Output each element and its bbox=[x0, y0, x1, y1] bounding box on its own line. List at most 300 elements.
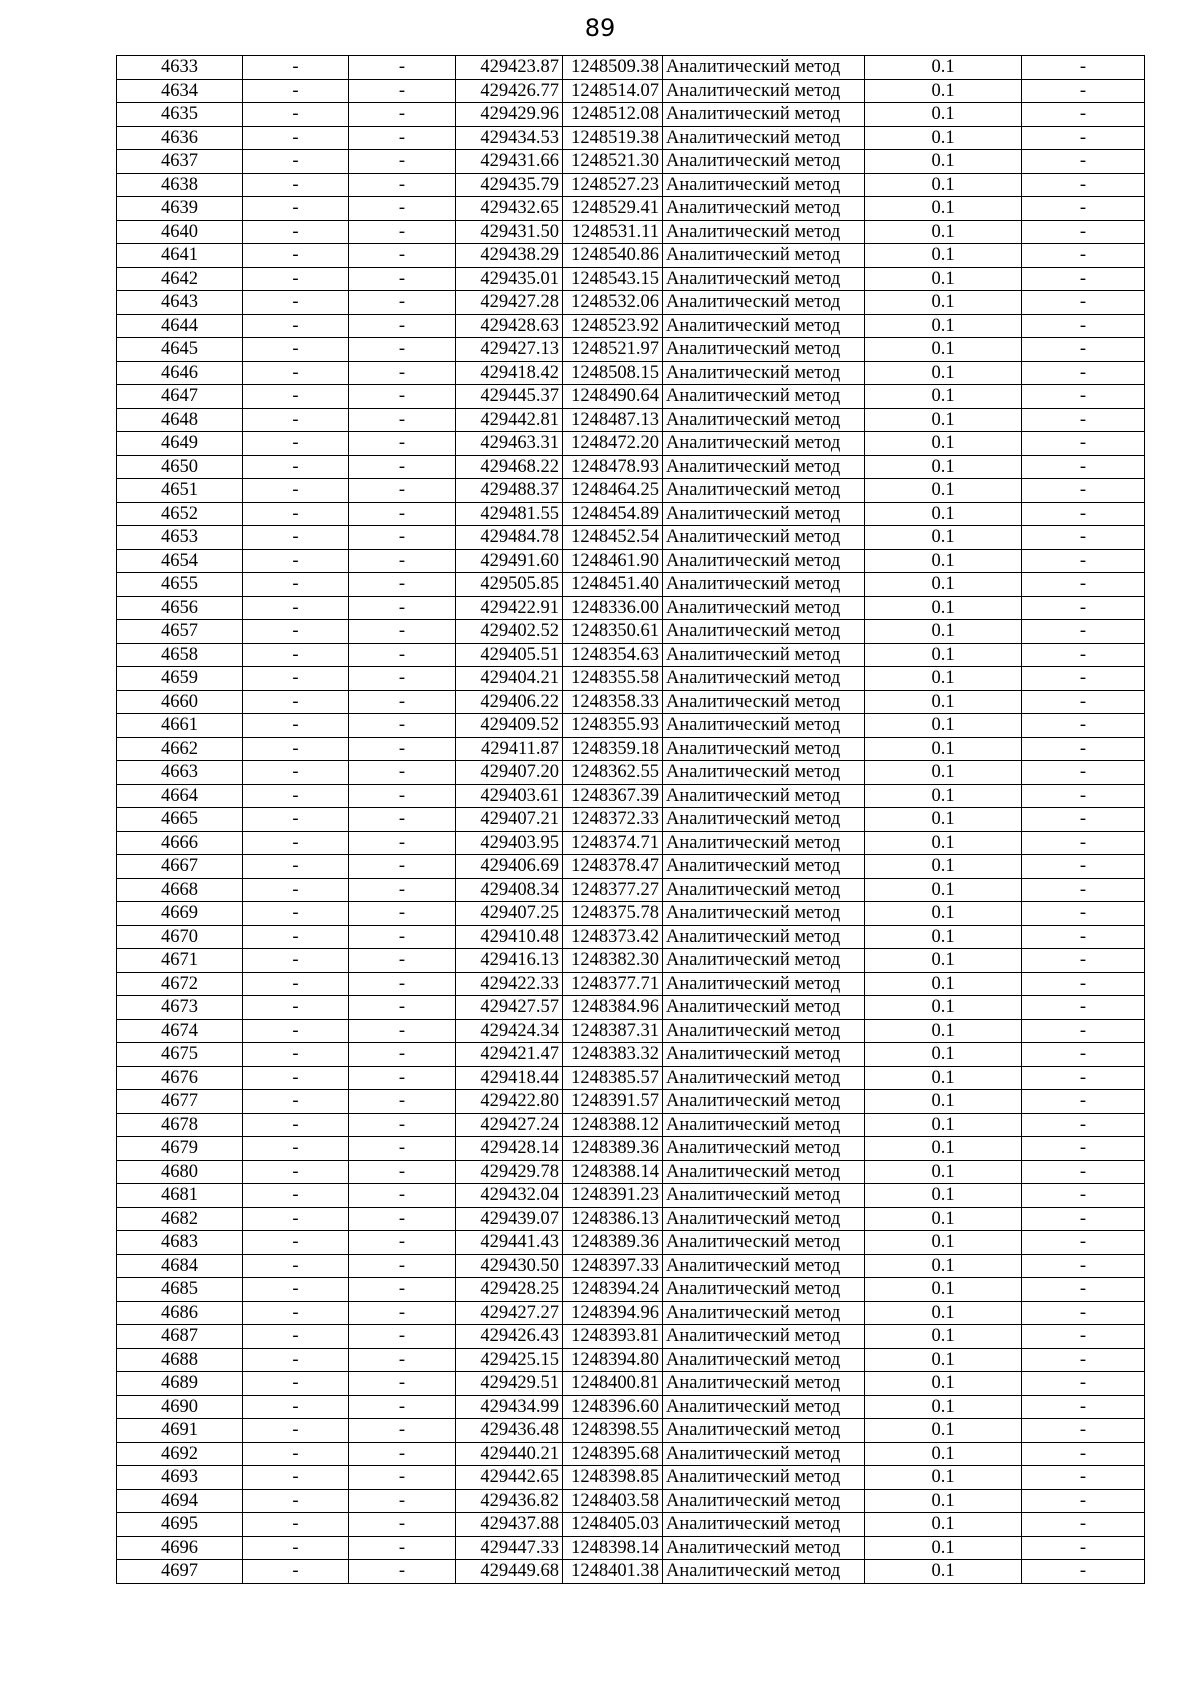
point-number-cell: 4685 bbox=[117, 1278, 243, 1302]
x-coordinate-cell: 429435.01 bbox=[456, 267, 563, 291]
method-cell: Аналитический метод bbox=[663, 831, 865, 855]
empty-cell-3: - bbox=[1022, 1278, 1145, 1302]
accuracy-cell: 0.1 bbox=[865, 455, 1022, 479]
x-coordinate-cell: 429427.24 bbox=[456, 1113, 563, 1137]
accuracy-cell: 0.1 bbox=[865, 855, 1022, 879]
table-row bbox=[117, 1231, 1145, 1255]
point-number-cell: 4675 bbox=[117, 1043, 243, 1067]
table-row bbox=[117, 526, 1145, 550]
y-coordinate-cell: 1248529.41 bbox=[563, 197, 663, 221]
empty-cell-2: - bbox=[349, 667, 456, 691]
accuracy-cell: 0.1 bbox=[865, 526, 1022, 550]
method-cell: Аналитический метод bbox=[663, 878, 865, 902]
empty-cell-2: - bbox=[349, 831, 456, 855]
x-coordinate-cell: 429432.04 bbox=[456, 1184, 563, 1208]
empty-cell-2: - bbox=[349, 737, 456, 761]
y-coordinate-cell: 1248405.03 bbox=[563, 1513, 663, 1537]
accuracy-cell: 0.1 bbox=[865, 878, 1022, 902]
y-coordinate-cell: 1248359.18 bbox=[563, 737, 663, 761]
accuracy-cell: 0.1 bbox=[865, 1043, 1022, 1067]
method-cell: Аналитический метод bbox=[663, 690, 865, 714]
accuracy-cell: 0.1 bbox=[865, 197, 1022, 221]
x-coordinate-cell: 429418.44 bbox=[456, 1066, 563, 1090]
accuracy-cell: 0.1 bbox=[865, 79, 1022, 103]
table-row bbox=[117, 1325, 1145, 1349]
empty-cell-1: - bbox=[243, 878, 349, 902]
method-cell: Аналитический метод bbox=[663, 1372, 865, 1396]
empty-cell-3: - bbox=[1022, 338, 1145, 362]
empty-cell-1: - bbox=[243, 385, 349, 409]
y-coordinate-cell: 1248464.25 bbox=[563, 479, 663, 503]
y-coordinate-cell: 1248377.27 bbox=[563, 878, 663, 902]
table-row bbox=[117, 1442, 1145, 1466]
empty-cell-2: - bbox=[349, 1066, 456, 1090]
accuracy-cell: 0.1 bbox=[865, 150, 1022, 174]
method-cell: Аналитический метод bbox=[663, 1348, 865, 1372]
x-coordinate-cell: 429505.85 bbox=[456, 573, 563, 597]
x-coordinate-cell: 429407.21 bbox=[456, 808, 563, 832]
empty-cell-3: - bbox=[1022, 291, 1145, 315]
point-number-cell: 4652 bbox=[117, 502, 243, 526]
method-cell: Аналитический метод bbox=[663, 549, 865, 573]
y-coordinate-cell: 1248523.92 bbox=[563, 314, 663, 338]
point-number-cell: 4644 bbox=[117, 314, 243, 338]
x-coordinate-cell: 429430.50 bbox=[456, 1254, 563, 1278]
empty-cell-2: - bbox=[349, 1113, 456, 1137]
table-row bbox=[117, 1090, 1145, 1114]
empty-cell-1: - bbox=[243, 1160, 349, 1184]
empty-cell-1: - bbox=[243, 714, 349, 738]
empty-cell-2: - bbox=[349, 526, 456, 550]
y-coordinate-cell: 1248385.57 bbox=[563, 1066, 663, 1090]
empty-cell-3: - bbox=[1022, 1184, 1145, 1208]
x-coordinate-cell: 429439.07 bbox=[456, 1207, 563, 1231]
accuracy-cell: 0.1 bbox=[865, 291, 1022, 315]
empty-cell-3: - bbox=[1022, 244, 1145, 268]
y-coordinate-cell: 1248394.96 bbox=[563, 1301, 663, 1325]
point-number-cell: 4648 bbox=[117, 408, 243, 432]
x-coordinate-cell: 429426.77 bbox=[456, 79, 563, 103]
accuracy-cell: 0.1 bbox=[865, 808, 1022, 832]
point-number-cell: 4663 bbox=[117, 761, 243, 785]
y-coordinate-cell: 1248531.11 bbox=[563, 220, 663, 244]
x-coordinate-cell: 429438.29 bbox=[456, 244, 563, 268]
x-coordinate-cell: 429421.47 bbox=[456, 1043, 563, 1067]
accuracy-cell: 0.1 bbox=[865, 1254, 1022, 1278]
point-number-cell: 4676 bbox=[117, 1066, 243, 1090]
empty-cell-3: - bbox=[1022, 855, 1145, 879]
accuracy-cell: 0.1 bbox=[865, 126, 1022, 150]
x-coordinate-cell: 429491.60 bbox=[456, 549, 563, 573]
y-coordinate-cell: 1248490.64 bbox=[563, 385, 663, 409]
empty-cell-3: - bbox=[1022, 1231, 1145, 1255]
table-row bbox=[117, 855, 1145, 879]
method-cell: Аналитический метод bbox=[663, 1254, 865, 1278]
empty-cell-1: - bbox=[243, 737, 349, 761]
y-coordinate-cell: 1248389.36 bbox=[563, 1231, 663, 1255]
empty-cell-2: - bbox=[349, 1489, 456, 1513]
point-number-cell: 4656 bbox=[117, 596, 243, 620]
method-cell: Аналитический метод bbox=[663, 925, 865, 949]
empty-cell-1: - bbox=[243, 56, 349, 80]
y-coordinate-cell: 1248527.23 bbox=[563, 173, 663, 197]
x-coordinate-cell: 429424.34 bbox=[456, 1019, 563, 1043]
point-number-cell: 4688 bbox=[117, 1348, 243, 1372]
empty-cell-3: - bbox=[1022, 1019, 1145, 1043]
empty-cell-1: - bbox=[243, 361, 349, 385]
empty-cell-2: - bbox=[349, 197, 456, 221]
x-coordinate-cell: 429432.65 bbox=[456, 197, 563, 221]
y-coordinate-cell: 1248452.54 bbox=[563, 526, 663, 550]
point-number-cell: 4666 bbox=[117, 831, 243, 855]
empty-cell-2: - bbox=[349, 643, 456, 667]
point-number-cell: 4660 bbox=[117, 690, 243, 714]
empty-cell-1: - bbox=[243, 479, 349, 503]
table-row bbox=[117, 972, 1145, 996]
empty-cell-3: - bbox=[1022, 1442, 1145, 1466]
accuracy-cell: 0.1 bbox=[865, 573, 1022, 597]
y-coordinate-cell: 1248391.57 bbox=[563, 1090, 663, 1114]
empty-cell-2: - bbox=[349, 1278, 456, 1302]
y-coordinate-cell: 1248389.36 bbox=[563, 1137, 663, 1161]
x-coordinate-cell: 429441.43 bbox=[456, 1231, 563, 1255]
y-coordinate-cell: 1248519.38 bbox=[563, 126, 663, 150]
y-coordinate-cell: 1248395.68 bbox=[563, 1442, 663, 1466]
empty-cell-3: - bbox=[1022, 949, 1145, 973]
table-row bbox=[117, 338, 1145, 362]
empty-cell-3: - bbox=[1022, 1254, 1145, 1278]
empty-cell-2: - bbox=[349, 761, 456, 785]
y-coordinate-cell: 1248354.63 bbox=[563, 643, 663, 667]
empty-cell-1: - bbox=[243, 267, 349, 291]
empty-cell-2: - bbox=[349, 502, 456, 526]
table-row bbox=[117, 596, 1145, 620]
accuracy-cell: 0.1 bbox=[865, 1090, 1022, 1114]
y-coordinate-cell: 1248403.58 bbox=[563, 1489, 663, 1513]
y-coordinate-cell: 1248377.71 bbox=[563, 972, 663, 996]
y-coordinate-cell: 1248383.32 bbox=[563, 1043, 663, 1067]
y-coordinate-cell: 1248384.96 bbox=[563, 996, 663, 1020]
empty-cell-1: - bbox=[243, 972, 349, 996]
empty-cell-2: - bbox=[349, 784, 456, 808]
empty-cell-3: - bbox=[1022, 126, 1145, 150]
x-coordinate-cell: 429427.13 bbox=[456, 338, 563, 362]
empty-cell-1: - bbox=[243, 432, 349, 456]
method-cell: Аналитический метод bbox=[663, 1419, 865, 1443]
empty-cell-1: - bbox=[243, 996, 349, 1020]
accuracy-cell: 0.1 bbox=[865, 244, 1022, 268]
x-coordinate-cell: 429435.79 bbox=[456, 173, 563, 197]
empty-cell-3: - bbox=[1022, 385, 1145, 409]
method-cell: Аналитический метод bbox=[663, 455, 865, 479]
empty-cell-2: - bbox=[349, 1325, 456, 1349]
empty-cell-3: - bbox=[1022, 479, 1145, 503]
empty-cell-3: - bbox=[1022, 972, 1145, 996]
table-row bbox=[117, 667, 1145, 691]
y-coordinate-cell: 1248388.12 bbox=[563, 1113, 663, 1137]
empty-cell-2: - bbox=[349, 1560, 456, 1584]
table-row bbox=[117, 573, 1145, 597]
accuracy-cell: 0.1 bbox=[865, 1325, 1022, 1349]
empty-cell-1: - bbox=[243, 173, 349, 197]
empty-cell-3: - bbox=[1022, 79, 1145, 103]
accuracy-cell: 0.1 bbox=[865, 620, 1022, 644]
method-cell: Аналитический метод bbox=[663, 502, 865, 526]
x-coordinate-cell: 429428.14 bbox=[456, 1137, 563, 1161]
accuracy-cell: 0.1 bbox=[865, 432, 1022, 456]
empty-cell-2: - bbox=[349, 620, 456, 644]
y-coordinate-cell: 1248451.40 bbox=[563, 573, 663, 597]
empty-cell-3: - bbox=[1022, 831, 1145, 855]
empty-cell-2: - bbox=[349, 267, 456, 291]
empty-cell-2: - bbox=[349, 150, 456, 174]
method-cell: Аналитический метод bbox=[663, 79, 865, 103]
table-row bbox=[117, 1560, 1145, 1584]
empty-cell-1: - bbox=[243, 1442, 349, 1466]
accuracy-cell: 0.1 bbox=[865, 667, 1022, 691]
point-number-cell: 4653 bbox=[117, 526, 243, 550]
table-row bbox=[117, 502, 1145, 526]
point-number-cell: 4691 bbox=[117, 1419, 243, 1443]
empty-cell-3: - bbox=[1022, 1348, 1145, 1372]
method-cell: Аналитический метод bbox=[663, 620, 865, 644]
table-row bbox=[117, 408, 1145, 432]
method-cell: Аналитический метод bbox=[663, 1066, 865, 1090]
table-body bbox=[117, 56, 1145, 1584]
point-number-cell: 4667 bbox=[117, 855, 243, 879]
accuracy-cell: 0.1 bbox=[865, 502, 1022, 526]
empty-cell-3: - bbox=[1022, 1207, 1145, 1231]
accuracy-cell: 0.1 bbox=[865, 1231, 1022, 1255]
point-number-cell: 4645 bbox=[117, 338, 243, 362]
x-coordinate-cell: 429426.43 bbox=[456, 1325, 563, 1349]
empty-cell-2: - bbox=[349, 1395, 456, 1419]
empty-cell-2: - bbox=[349, 361, 456, 385]
x-coordinate-cell: 429427.27 bbox=[456, 1301, 563, 1325]
empty-cell-3: - bbox=[1022, 690, 1145, 714]
x-coordinate-cell: 429437.88 bbox=[456, 1513, 563, 1537]
x-coordinate-cell: 429429.96 bbox=[456, 103, 563, 127]
empty-cell-2: - bbox=[349, 925, 456, 949]
point-number-cell: 4649 bbox=[117, 432, 243, 456]
point-number-cell: 4670 bbox=[117, 925, 243, 949]
y-coordinate-cell: 1248382.30 bbox=[563, 949, 663, 973]
table-row bbox=[117, 996, 1145, 1020]
point-number-cell: 4647 bbox=[117, 385, 243, 409]
x-coordinate-cell: 429434.53 bbox=[456, 126, 563, 150]
method-cell: Аналитический метод bbox=[663, 1513, 865, 1537]
x-coordinate-cell: 429407.25 bbox=[456, 902, 563, 926]
x-coordinate-cell: 429429.78 bbox=[456, 1160, 563, 1184]
table-row bbox=[117, 173, 1145, 197]
x-coordinate-cell: 429403.95 bbox=[456, 831, 563, 855]
x-coordinate-cell: 429431.50 bbox=[456, 220, 563, 244]
y-coordinate-cell: 1248508.15 bbox=[563, 361, 663, 385]
method-cell: Аналитический метод bbox=[663, 408, 865, 432]
x-coordinate-cell: 429422.80 bbox=[456, 1090, 563, 1114]
empty-cell-2: - bbox=[349, 996, 456, 1020]
accuracy-cell: 0.1 bbox=[865, 173, 1022, 197]
empty-cell-1: - bbox=[243, 244, 349, 268]
empty-cell-2: - bbox=[349, 1301, 456, 1325]
point-number-cell: 4665 bbox=[117, 808, 243, 832]
method-cell: Аналитический метод bbox=[663, 173, 865, 197]
table-row bbox=[117, 361, 1145, 385]
x-coordinate-cell: 429488.37 bbox=[456, 479, 563, 503]
x-coordinate-cell: 429428.63 bbox=[456, 314, 563, 338]
accuracy-cell: 0.1 bbox=[865, 784, 1022, 808]
point-number-cell: 4694 bbox=[117, 1489, 243, 1513]
point-number-cell: 4695 bbox=[117, 1513, 243, 1537]
empty-cell-3: - bbox=[1022, 761, 1145, 785]
y-coordinate-cell: 1248367.39 bbox=[563, 784, 663, 808]
y-coordinate-cell: 1248454.89 bbox=[563, 502, 663, 526]
point-number-cell: 4693 bbox=[117, 1466, 243, 1490]
empty-cell-1: - bbox=[243, 1348, 349, 1372]
method-cell: Аналитический метод bbox=[663, 1466, 865, 1490]
y-coordinate-cell: 1248372.33 bbox=[563, 808, 663, 832]
method-cell: Аналитический метод bbox=[663, 56, 865, 80]
x-coordinate-cell: 429436.48 bbox=[456, 1419, 563, 1443]
empty-cell-3: - bbox=[1022, 549, 1145, 573]
x-coordinate-cell: 429481.55 bbox=[456, 502, 563, 526]
point-number-cell: 4683 bbox=[117, 1231, 243, 1255]
empty-cell-2: - bbox=[349, 432, 456, 456]
x-coordinate-cell: 429404.21 bbox=[456, 667, 563, 691]
accuracy-cell: 0.1 bbox=[865, 1395, 1022, 1419]
table-row bbox=[117, 1301, 1145, 1325]
y-coordinate-cell: 1248487.13 bbox=[563, 408, 663, 432]
accuracy-cell: 0.1 bbox=[865, 338, 1022, 362]
table-row bbox=[117, 197, 1145, 221]
empty-cell-1: - bbox=[243, 455, 349, 479]
method-cell: Аналитический метод bbox=[663, 150, 865, 174]
empty-cell-3: - bbox=[1022, 1137, 1145, 1161]
table-row bbox=[117, 1536, 1145, 1560]
empty-cell-3: - bbox=[1022, 996, 1145, 1020]
accuracy-cell: 0.1 bbox=[865, 314, 1022, 338]
point-number-cell: 4659 bbox=[117, 667, 243, 691]
y-coordinate-cell: 1248375.78 bbox=[563, 902, 663, 926]
table-row bbox=[117, 1372, 1145, 1396]
accuracy-cell: 0.1 bbox=[865, 1466, 1022, 1490]
empty-cell-2: - bbox=[349, 714, 456, 738]
point-number-cell: 4641 bbox=[117, 244, 243, 268]
empty-cell-2: - bbox=[349, 596, 456, 620]
y-coordinate-cell: 1248387.31 bbox=[563, 1019, 663, 1043]
table-row bbox=[117, 761, 1145, 785]
empty-cell-3: - bbox=[1022, 1090, 1145, 1114]
x-coordinate-cell: 429408.34 bbox=[456, 878, 563, 902]
x-coordinate-cell: 429410.48 bbox=[456, 925, 563, 949]
empty-cell-1: - bbox=[243, 1113, 349, 1137]
empty-cell-3: - bbox=[1022, 620, 1145, 644]
method-cell: Аналитический метод bbox=[663, 1090, 865, 1114]
point-number-cell: 4696 bbox=[117, 1536, 243, 1560]
empty-cell-2: - bbox=[349, 1466, 456, 1490]
table-row bbox=[117, 1513, 1145, 1537]
point-number-cell: 4697 bbox=[117, 1560, 243, 1584]
table-row bbox=[117, 244, 1145, 268]
point-number-cell: 4642 bbox=[117, 267, 243, 291]
method-cell: Аналитический метод bbox=[663, 291, 865, 315]
method-cell: Аналитический метод bbox=[663, 1160, 865, 1184]
table-row bbox=[117, 925, 1145, 949]
empty-cell-2: - bbox=[349, 173, 456, 197]
table-row bbox=[117, 432, 1145, 456]
accuracy-cell: 0.1 bbox=[865, 972, 1022, 996]
empty-cell-1: - bbox=[243, 1066, 349, 1090]
y-coordinate-cell: 1248521.97 bbox=[563, 338, 663, 362]
empty-cell-2: - bbox=[349, 1419, 456, 1443]
table-row bbox=[117, 314, 1145, 338]
accuracy-cell: 0.1 bbox=[865, 1137, 1022, 1161]
point-number-cell: 4640 bbox=[117, 220, 243, 244]
empty-cell-3: - bbox=[1022, 1301, 1145, 1325]
empty-cell-3: - bbox=[1022, 408, 1145, 432]
empty-cell-1: - bbox=[243, 79, 349, 103]
y-coordinate-cell: 1248472.20 bbox=[563, 432, 663, 456]
y-coordinate-cell: 1248388.14 bbox=[563, 1160, 663, 1184]
empty-cell-3: - bbox=[1022, 267, 1145, 291]
method-cell: Аналитический метод bbox=[663, 643, 865, 667]
accuracy-cell: 0.1 bbox=[865, 385, 1022, 409]
empty-cell-2: - bbox=[349, 1536, 456, 1560]
y-coordinate-cell: 1248394.24 bbox=[563, 1278, 663, 1302]
empty-cell-1: - bbox=[243, 925, 349, 949]
empty-cell-1: - bbox=[243, 1137, 349, 1161]
x-coordinate-cell: 429422.33 bbox=[456, 972, 563, 996]
table-row bbox=[117, 643, 1145, 667]
x-coordinate-cell: 429425.15 bbox=[456, 1348, 563, 1372]
y-coordinate-cell: 1248543.15 bbox=[563, 267, 663, 291]
empty-cell-1: - bbox=[243, 314, 349, 338]
method-cell: Аналитический метод bbox=[663, 1395, 865, 1419]
accuracy-cell: 0.1 bbox=[865, 1372, 1022, 1396]
accuracy-cell: 0.1 bbox=[865, 1019, 1022, 1043]
point-number-cell: 4686 bbox=[117, 1301, 243, 1325]
method-cell: Аналитический метод bbox=[663, 1207, 865, 1231]
accuracy-cell: 0.1 bbox=[865, 220, 1022, 244]
table-row bbox=[117, 1043, 1145, 1067]
method-cell: Аналитический метод bbox=[663, 949, 865, 973]
empty-cell-3: - bbox=[1022, 667, 1145, 691]
accuracy-cell: 0.1 bbox=[865, 1113, 1022, 1137]
method-cell: Аналитический метод bbox=[663, 737, 865, 761]
method-cell: Аналитический метод bbox=[663, 1325, 865, 1349]
empty-cell-2: - bbox=[349, 455, 456, 479]
empty-cell-2: - bbox=[349, 1137, 456, 1161]
empty-cell-3: - bbox=[1022, 502, 1145, 526]
y-coordinate-cell: 1248512.08 bbox=[563, 103, 663, 127]
point-number-cell: 4654 bbox=[117, 549, 243, 573]
method-cell: Аналитический метод bbox=[663, 1560, 865, 1584]
method-cell: Аналитический метод bbox=[663, 385, 865, 409]
empty-cell-3: - bbox=[1022, 197, 1145, 221]
point-number-cell: 4658 bbox=[117, 643, 243, 667]
empty-cell-1: - bbox=[243, 643, 349, 667]
accuracy-cell: 0.1 bbox=[865, 549, 1022, 573]
empty-cell-2: - bbox=[349, 902, 456, 926]
table-row bbox=[117, 1489, 1145, 1513]
point-number-cell: 4664 bbox=[117, 784, 243, 808]
x-coordinate-cell: 429406.22 bbox=[456, 690, 563, 714]
table-row bbox=[117, 267, 1145, 291]
empty-cell-2: - bbox=[349, 1372, 456, 1396]
x-coordinate-cell: 429418.42 bbox=[456, 361, 563, 385]
empty-cell-3: - bbox=[1022, 714, 1145, 738]
empty-cell-3: - bbox=[1022, 573, 1145, 597]
